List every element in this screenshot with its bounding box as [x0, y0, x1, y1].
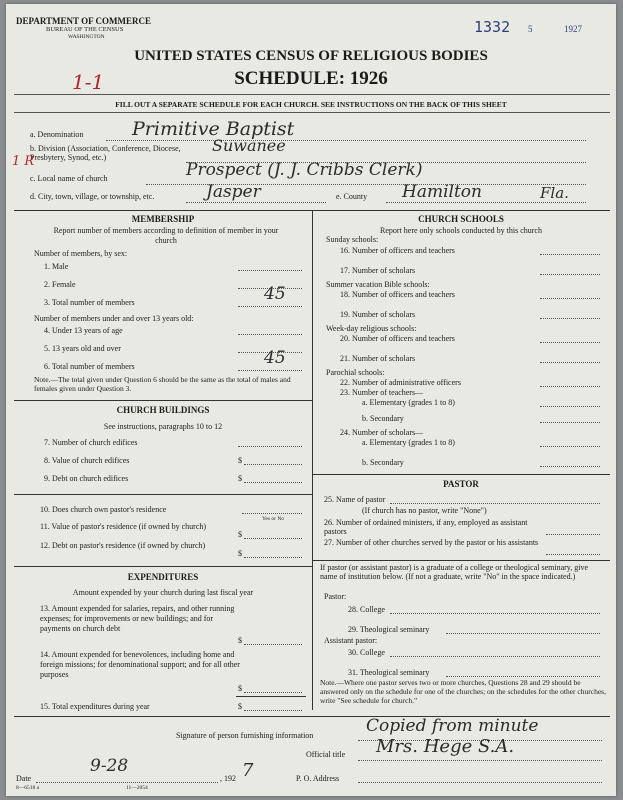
membership-title: MEMBERSHIP [131, 214, 195, 224]
q10-owns-residence: 10. Does church own pastor's residence [40, 505, 167, 514]
address-label: P. O. Address [296, 774, 340, 783]
denomination-value: Primitive Baptist [132, 118, 295, 140]
state-value: Fla. [540, 184, 569, 202]
county-value: Hamilton [402, 182, 482, 202]
q24b: b. Secondary [362, 458, 404, 467]
weekday-heading: Week-day religious schools: [326, 324, 417, 333]
q13-dollar: $ [238, 636, 242, 645]
q8-edifice-value: 8. Value of church edifices [44, 456, 130, 465]
q30: 30. College [348, 648, 385, 657]
by-sex-heading: Number of members, by sex: [34, 249, 128, 258]
sunday-heading: Sunday schools: [326, 235, 379, 244]
division-value: Suwanee [212, 136, 286, 155]
form-subtitle: SCHEDULE: 1926 [234, 68, 388, 89]
stamp-year: 1927 [564, 24, 582, 34]
parochial-heading: Parochial schools: [326, 368, 385, 377]
q11-dollar: $ [238, 530, 242, 539]
q20: 20. Number of officers and teachers [340, 334, 455, 343]
q5-over13: 5. 13 years old and over [44, 344, 121, 353]
form-number: 8—6518 a [16, 785, 40, 791]
q9-edifice-debt: 9. Debt on church edifices [44, 474, 129, 483]
q18: 18. Number of officers and teachers [340, 290, 455, 299]
assistant-subheading: Assistant pastor: [324, 636, 378, 645]
membership-note: Note.—The total given under Question 6 should be the same as the total of males and females given under Question 3. [34, 375, 291, 393]
q1-male: 1. Male [44, 262, 69, 271]
q12-residence-debt: 12. Debt on pastor's residence (if owned by church) [40, 541, 206, 550]
q27: 27. Number of other churches served by the pastor or his assistants [324, 538, 539, 547]
expenditures-intro: Amount expended by your church during last fiscal year [72, 588, 254, 597]
q6-total: 6. Total number of members [44, 362, 135, 371]
q26: 26. Number of ordained ministers, if any, employed as assistant pastors [324, 518, 528, 536]
left-red-marks: 1 R [12, 154, 35, 169]
city-name: WASHINGTON [68, 34, 105, 40]
yes-no-hint: Yes or No [262, 516, 285, 522]
q25: 25. Name of pastor [324, 495, 386, 504]
pastor-note: Note.—Where one pastor serves two or more churches, Questions 28 and 29 should be answered only on the schedule for one of the churches; on the schedules for the other churches, write "See schedule for church." [320, 678, 606, 705]
q11-residence-value: 11. Value of pastor's residence (if owned by church) [40, 522, 207, 531]
q2-female: 2. Female [44, 280, 76, 289]
q9-dollar: $ [238, 474, 242, 483]
q14-benevolences: 14. Amount expended for benevolences, including home and foreign missions; for denominational support; and for all other purposes [40, 650, 240, 679]
q19: 19. Number of scholars [340, 310, 416, 319]
summer-heading: Summer vacation Bible schools: [326, 280, 430, 289]
q31: 31. Theological seminary [348, 668, 430, 677]
red-mark: 1-1 [72, 70, 105, 94]
schedule-number: 1332 [474, 18, 511, 36]
census-schedule-page [6, 4, 616, 796]
buildings-instruction: See instructions, paragraphs 10 to 12 [103, 422, 223, 431]
age-heading: Number of members under and over 13 years old: [34, 314, 194, 323]
membership-intro: Report number of members according to definition of member in your church [53, 226, 279, 245]
division-label: b. Division (Association, Conference, Diocese, Presbytery, Synod, etc.) [30, 144, 181, 162]
church-name-label: c. Local name of church [30, 174, 108, 183]
q22: 22. Number of administrative officers [340, 378, 461, 387]
graduate-note: If pastor (or assistant pastor) is a graduate of a college or theological seminary, give name of institution below. (If not a graduate, write "No" in the space indicated.) [320, 563, 589, 581]
q23a: a. Elementary (grades 1 to 8) [362, 398, 455, 407]
q25-note: (If church has no pastor, write "None") [362, 506, 487, 515]
signature-label: Signature of person furnishing information [176, 731, 314, 740]
schools-intro: Report here only schools conducted by this church [380, 226, 542, 235]
print-number: 11—2054 [126, 785, 148, 791]
stamp-day: 5 [528, 24, 533, 34]
q16: 16. Number of officers and teachers [340, 246, 455, 255]
pastor-title: PASTOR [443, 479, 479, 489]
q7-edifices: 7. Number of church edifices [44, 438, 138, 447]
q14-dollar: $ [238, 684, 242, 693]
q13-running-expenses: 13. Amount expended for salaries, repairs, and other running expenses; for improvements or new buildings; and for payments on church debt [40, 604, 235, 633]
form-title: UNITED STATES CENSUS OF RELIGIOUS BODIES [134, 48, 488, 64]
q3-total: 3. Total number of members [44, 298, 135, 307]
denomination-label: a. Denomination [30, 130, 84, 139]
expenditures-title: EXPENDITURES [127, 572, 199, 582]
year-prefix: , 192 [220, 774, 236, 783]
department-name: DEPARTMENT OF COMMERCE [16, 16, 152, 26]
q12-dollar: $ [238, 549, 242, 558]
date-label: Date [16, 774, 32, 783]
schools-title: CHURCH SCHOOLS [418, 214, 504, 224]
q15-total-expenditures: 15. Total expenditures during year [40, 702, 150, 711]
q29: 29. Theological seminary [348, 625, 430, 634]
city-value: Jasper [206, 182, 261, 202]
pastor-subheading: Pastor: [324, 592, 347, 601]
signature-value: Copied from minute [366, 716, 539, 736]
q17: 17. Number of scholars [340, 266, 416, 275]
year-digit: 7 [242, 760, 254, 781]
q24a: a. Elementary (grades 1 to 8) [362, 438, 455, 447]
city-label: d. City, town, village, or township, etc. [30, 192, 155, 201]
q6-value: 45 [264, 348, 286, 368]
official-title-label: Official title [306, 750, 346, 759]
county-label: e. County [336, 192, 368, 201]
bureau-name: BUREAU OF THE CENSUS [46, 26, 124, 33]
q24: 24. Number of scholars— [340, 428, 424, 437]
q8-dollar: $ [238, 456, 242, 465]
q3-value: 45 [264, 284, 286, 304]
q21: 21. Number of scholars [340, 354, 416, 363]
date-value: 9-28 [90, 756, 129, 776]
church-name-value: Prospect (J. J. Cribbs Clerk) [186, 160, 423, 180]
q23b: b. Secondary [362, 414, 404, 423]
official-title-value: Mrs. Hege S.A. [376, 736, 515, 757]
q4-under13: 4. Under 13 years of age [44, 326, 123, 335]
q23: 23. Number of teachers— [340, 388, 424, 397]
buildings-title: CHURCH BUILDINGS [116, 405, 210, 415]
form-instruction: FILL OUT A SEPARATE SCHEDULE FOR EACH CHURCH. SEE INSTRUCTIONS ON THE BACK OF THIS SHEET [115, 100, 507, 109]
q15-dollar: $ [238, 702, 242, 711]
q28: 28. College [348, 605, 385, 614]
